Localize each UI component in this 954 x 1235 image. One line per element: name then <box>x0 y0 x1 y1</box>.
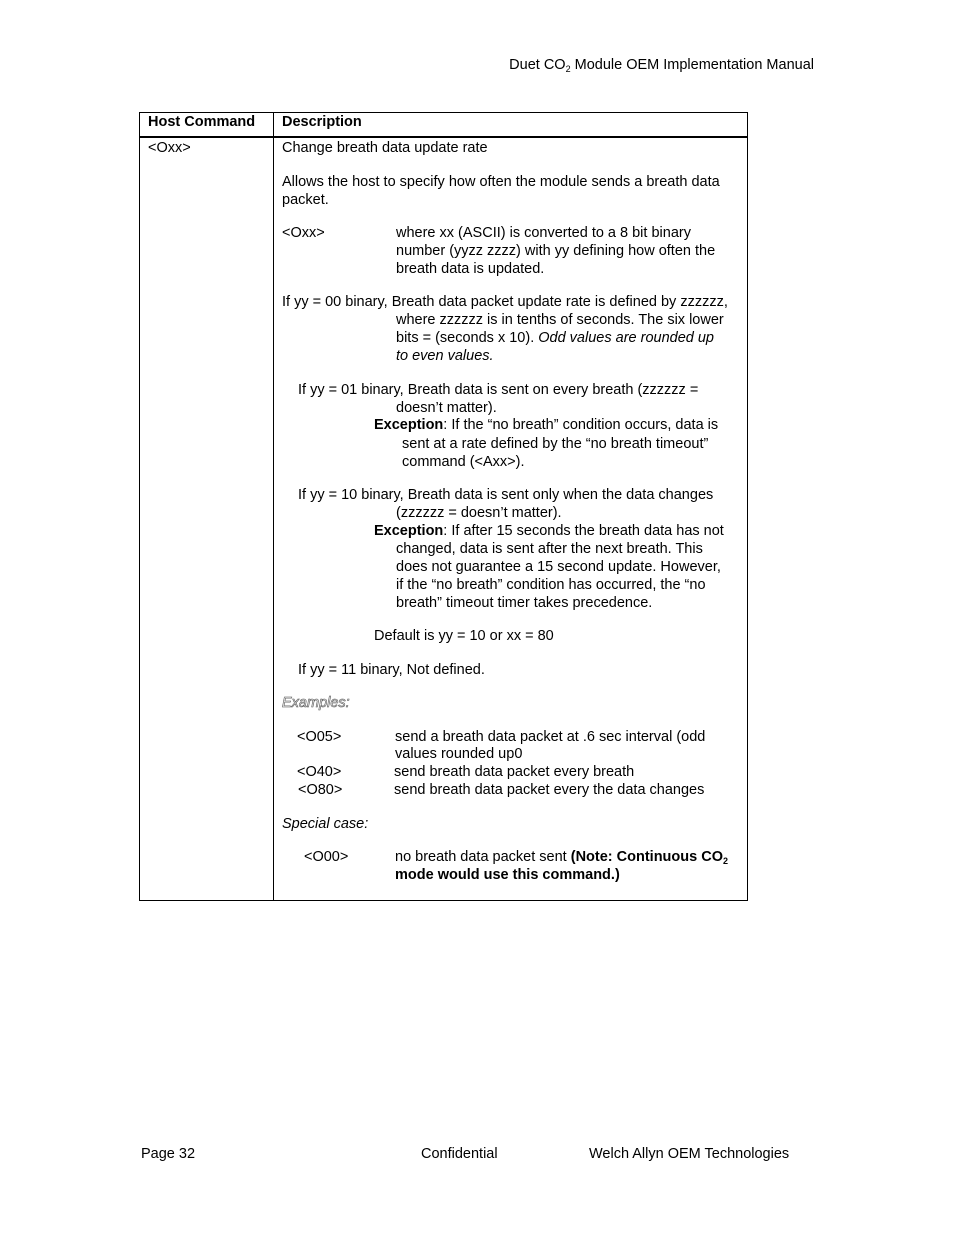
intro-line: packet. <box>282 192 329 208</box>
special-case-label: Special case: <box>282 816 369 832</box>
host-command: <Oxx> <box>148 140 191 156</box>
yy11-line: If yy = 11 binary, Not defined. <box>298 662 485 678</box>
yy10-line: changed, data is sent after the next breath. This <box>396 541 703 557</box>
example-code: <O80> <box>298 782 343 798</box>
special-desc: no breath data packet sent (Note: Continuous $CO_2$ <box>395 849 728 866</box>
example-desc: send a breath data packet at .6 sec interval (odd <box>395 729 706 745</box>
description-title: Change breath data update rate <box>282 140 488 156</box>
yy00-line: bits = (seconds x 10). Odd values are rounded up <box>396 330 714 346</box>
examples-label: Examples: <box>282 695 350 711</box>
yy10-line: if the “no breath” condition has occurred, the “no <box>396 577 706 593</box>
yy01-exception: Exception: If the “no breath” condition occurs, data is <box>374 417 719 433</box>
column-divider <box>273 113 274 900</box>
example-desc: send breath data packet every breath <box>394 764 635 780</box>
col-header-description: Description <box>282 114 362 130</box>
special-note-line: mode would use this command.) <box>395 867 620 883</box>
col-header-host-command: Host Command <box>148 114 256 130</box>
yy01-line: doesn’t matter). <box>396 400 497 416</box>
header-rule <box>140 136 747 138</box>
yy10-default: Default is yy = 10 or xx = 80 <box>374 628 554 644</box>
yy01-line: sent at a rate defined by the “no breath timeout” <box>402 436 709 452</box>
example-code: <O05> <box>297 729 342 745</box>
oxx-desc-line: breath data is updated. <box>396 261 545 277</box>
example-code: <O40> <box>297 764 342 780</box>
yy10-line: does not guarantee a 15 second update. However, <box>396 559 721 575</box>
example-desc: send breath data packet every the data changes <box>394 782 705 798</box>
yy01-line: command (<Axx>). <box>402 454 525 470</box>
yy10-line: (zzzzzz = doesn’t matter). <box>396 505 562 521</box>
oxx-label: <Oxx> <box>282 225 325 241</box>
example-desc: values rounded up0 <box>395 746 523 762</box>
yy10-line: breath” timeout timer takes precedence. <box>396 595 653 611</box>
yy10-exception: Exception: If after 15 seconds the breath data has not <box>374 523 724 539</box>
special-code: <O00> <box>304 849 349 865</box>
oxx-desc-line: number (yyzz zzzz) with yy defining how often the <box>396 243 716 259</box>
intro-line: Allows the host to specify how often the module sends a breath data <box>282 174 720 190</box>
page-number: Page 32 <box>141 1146 196 1162</box>
yy00-line: where zzzzzz is in tenths of seconds. The six lower <box>396 312 724 328</box>
yy10-line: If yy = 10 binary, Breath data is sent only when the data changes <box>298 487 714 503</box>
oxx-desc-line: where xx (ASCII) is converted to a 8 bit binary <box>396 225 691 241</box>
yy00-line: to even values. <box>396 348 494 364</box>
confidential-label: Confidential <box>421 1146 498 1162</box>
yy01-line: If yy = 01 binary, Breath data is sent on every breath (zzzzzz = <box>298 382 699 398</box>
company-name: Welch Allyn OEM Technologies <box>589 1146 790 1162</box>
running-header: Duet $CO_2$ Module OEM Implementation Manual <box>509 57 814 74</box>
yy00-line: If yy = 00 binary, Breath data packet update rate is defined by zzzzzz, <box>282 294 728 310</box>
